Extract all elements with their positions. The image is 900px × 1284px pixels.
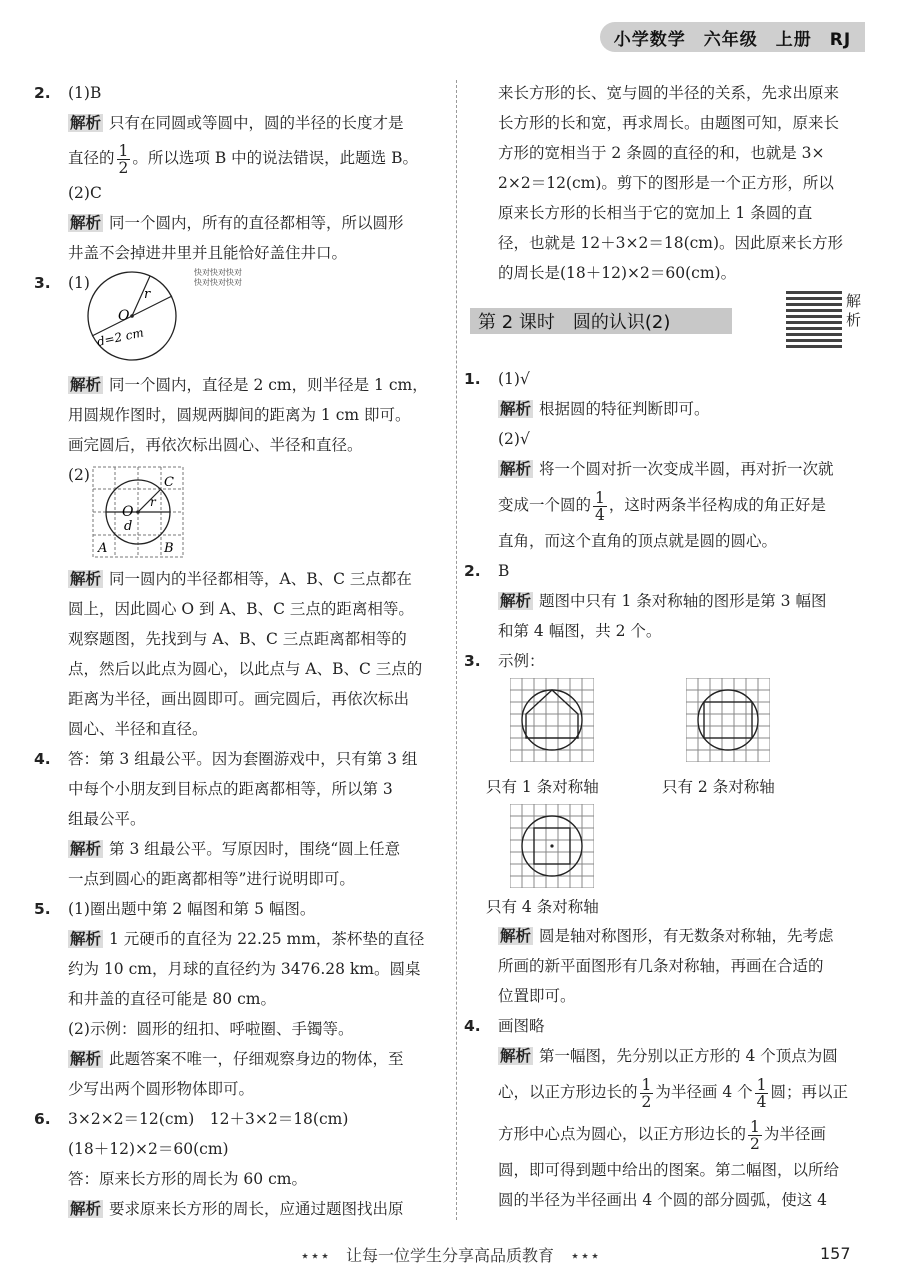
- q4-number: 4.: [34, 750, 51, 768]
- q5-2: (2)示例：圆形的纽扣、呼啦圈、手镯等。: [68, 1020, 354, 1038]
- q4-exp-b: 一点到圆心的距离都相等”进行说明即可。: [68, 870, 355, 888]
- r4-exp-c1: 方形中心点为圆心，以正方形边长的: [498, 1125, 747, 1143]
- q5-number: 5.: [34, 900, 51, 918]
- fig1-d-label: d=2 cm: [95, 325, 145, 349]
- left-column: [34, 78, 440, 1224]
- fraction-quarter: $\frac{1}{4}$: [595, 488, 605, 524]
- r1-number: 1.: [464, 370, 481, 388]
- r4-answer: 画图略: [498, 1017, 545, 1035]
- symmetry-figure-3: [510, 804, 594, 888]
- q5-exp-c: 和井盖的直径可能是 80 cm。: [68, 990, 276, 1008]
- analysis-tag: 解析: [500, 592, 532, 610]
- cont-a: 来长方形的长、宽与圆的半径的关系，先求出原来: [498, 84, 840, 102]
- r4-exp-c2: 为半径画: [763, 1125, 826, 1143]
- analysis-tag: 解析: [500, 400, 532, 418]
- q3-2-exp-f: 圆心、半径和直径。: [68, 720, 208, 738]
- q2-1-exp-b: 直径的: [68, 149, 115, 167]
- cont-e: 原来长方形的长相当于它的宽加上 1 条圆的直: [498, 204, 813, 222]
- lesson-title-bar: 第 2 课时 圆的认识(2): [470, 308, 732, 334]
- r4-item: [464, 1011, 870, 1215]
- q5-2-exp-b: 少写出两个圆形物体即可。: [68, 1080, 255, 1098]
- footer-slogan: ⋆⋆⋆ 让每一位学生分享高品质教育 ⋆⋆⋆: [299, 1246, 601, 1265]
- r4-exp-d: 圆，即可得到题中给出的图案。第二幅图，以所给: [498, 1161, 840, 1179]
- qr-label: 解析: [846, 292, 862, 329]
- q5-exp-a: 1 元硬币的直径为 22.25 mm，茶杯垫的直径: [109, 930, 425, 948]
- r4-exp-b2: 为半径画 4 个: [655, 1083, 753, 1101]
- q2-number: 2.: [34, 84, 51, 102]
- r3-explanation: [470, 921, 870, 1011]
- q4-a: 答：第 3 组最公平。因为套圈游戏中，只有第 3 组: [68, 750, 418, 768]
- q2-1-answer: (1)B: [68, 84, 102, 102]
- r3-exp-a: 圆是轴对称图形，有无数条对称轴，先考虑: [539, 927, 834, 945]
- r4-exp-b3: 圆；再以正: [770, 1083, 848, 1101]
- fig2-b-label: B: [164, 541, 174, 556]
- fraction-half-b: $\frac{1}{2}$: [641, 1075, 652, 1111]
- fig2-a-label: A: [98, 541, 108, 556]
- q3-1-exp-c: 画完圆后，再依次标出圆心、半径和直径。: [68, 436, 363, 454]
- r1-2-exp-b: 变成一个圆的: [498, 496, 592, 514]
- fraction-half-c: $\frac{1}{2}$: [750, 1117, 760, 1153]
- q2-2-exp-b: 井盖不会掉进井里并且能恰好盖住井口。: [68, 244, 348, 262]
- fraction-half: $\frac{1}{2}$: [118, 141, 129, 177]
- analysis-tag: 解析: [500, 1047, 532, 1065]
- r3-exp-b: 所画的新平面图形有几条对称轴，再画在合适的: [498, 957, 824, 975]
- r4-exp-b1: 心，以正方形边长的: [498, 1083, 638, 1101]
- symmetry-figure-2: [686, 678, 770, 762]
- analysis-tag: 解析: [70, 570, 102, 588]
- analysis-tag: 解析: [70, 114, 102, 132]
- fig2-d-label: d: [124, 519, 133, 534]
- q3-2-label: (2): [68, 466, 90, 484]
- fraction-quarter-b: $\frac{1}{4}$: [756, 1075, 767, 1111]
- q3-1-exp-b: 用圆规作图时，圆规两脚间的距离为 1 cm 即可。: [68, 406, 411, 424]
- page-number: 157: [820, 1244, 851, 1263]
- r1-1-exp: 根据圆的特征判断即可。: [539, 400, 710, 418]
- watermark-small-a: 快对快对快对: [194, 268, 242, 277]
- q2-1-exp-a: 只有在同圆或等圆中，圆的半径的长度才是: [109, 114, 404, 132]
- q6-exp-a: 要求原来长方形的周长，应通过题图找出原: [109, 1200, 404, 1218]
- cont-f: 径，也就是 12＋3×2＝18(cm)。因此原来长方形: [498, 234, 844, 252]
- r2-exp-b: 和第 4 幅图，共 2 个。: [498, 622, 662, 640]
- watermark-small-b: 快对快对快对: [194, 278, 242, 287]
- r1-2: (2)√: [498, 430, 530, 448]
- q5-2-exp-a: 此题答案不唯一，仔细观察身边的物体，至: [109, 1050, 404, 1068]
- q6-item: [34, 1104, 440, 1224]
- right-column-bottom: [464, 364, 870, 1215]
- q3-2-exp-e: 距离为半径，画出圆即可。画完圆后，再依次标出: [68, 690, 410, 708]
- analysis-tag: 解析: [500, 460, 532, 478]
- q6-a: 3×2×2＝12(cm) 12＋3×2＝18(cm): [68, 1110, 349, 1128]
- q6-c: 答：原来长方形的周长为 60 cm。: [68, 1170, 307, 1188]
- r3-example: 示例：: [498, 652, 545, 670]
- q4-c: 组最公平。: [68, 810, 146, 828]
- r4-number: 4.: [464, 1017, 481, 1035]
- column-divider: [456, 80, 457, 1220]
- r2-exp-a: 题图中只有 1 条对称轴的图形是第 3 幅图: [539, 592, 827, 610]
- r2-item: [464, 556, 870, 646]
- analysis-tag: 解析: [70, 1200, 102, 1218]
- q3-1-item: [34, 268, 440, 370]
- caption-3: 只有 4 条对称轴: [486, 898, 599, 916]
- fig2-o-label: O: [122, 504, 134, 520]
- r3-exp-c: 位置即可。: [498, 987, 576, 1005]
- q4-exp-a: 第 3 组最公平。写原因时，围绕“圆上任意: [109, 840, 401, 858]
- symmetry-figure-1: [510, 678, 594, 762]
- qr-code-icon[interactable]: [786, 290, 842, 348]
- fig1-o-label: O: [118, 308, 130, 324]
- q2-item: [34, 78, 440, 268]
- cont-b: 长方形的长和宽，再求周长。由题图可知，原来长: [498, 114, 840, 132]
- r2-answer: B: [498, 562, 510, 580]
- q3-2-exp-c: 观察题图，先找到与 A、B、C 三点距离都相等的: [68, 630, 407, 648]
- r3-item: [464, 646, 870, 891]
- r1-2-exp-d: 直角，而这个直角的顶点就是圆的圆心。: [498, 532, 778, 550]
- q3-number: 3.: [34, 274, 51, 292]
- q4-item: [34, 744, 440, 894]
- cont-d: 2×2＝12(cm)。剪下的图形是一个正方形，所以: [498, 174, 834, 192]
- caption-2: 只有 2 条对称轴: [662, 778, 775, 796]
- r1-item: [464, 364, 870, 556]
- r1-2-exp-c: ，这时两条半径构成的角正好是: [608, 496, 826, 514]
- q4-b: 中每个小朋友到目标点的距离都相等，所以第 3: [68, 780, 393, 798]
- r1-2-exp-a: 将一个圆对折一次变成半圆，再对折一次就: [539, 460, 834, 478]
- q2-1-exp-c: 。所以选项 B 中的说法错误，此题选 B。: [132, 149, 418, 167]
- q3-2-exp-a: 同一圆内的半径都相等，A、B、C 三点都在: [109, 570, 412, 588]
- q6-continued: [470, 78, 870, 288]
- q5-item: [34, 894, 440, 1104]
- r4-exp-e: 圆的半径为半径画出 4 个圆的部分圆弧，使这 4: [498, 1191, 828, 1209]
- grid-circle-figure: [92, 466, 184, 558]
- circle-diameter-figure: [84, 268, 180, 364]
- r2-number: 2.: [464, 562, 481, 580]
- analysis-tag: 解析: [70, 214, 102, 232]
- q3-2-exp-b: 圆上，因此圆心 O 到 A、B、C 三点的距离相等。: [68, 600, 414, 618]
- r4-exp-a: 第一幅图，先分别以正方形的 4 个顶点为圆: [539, 1047, 838, 1065]
- q2-2-answer: (2)C: [68, 184, 102, 202]
- book-header: 小学数学 六年级 上册 RJ: [600, 22, 865, 52]
- analysis-tag: 解析: [70, 376, 102, 394]
- analysis-tag: 解析: [500, 927, 532, 945]
- fig2-c-label: C: [164, 475, 174, 490]
- analysis-tag: 解析: [70, 840, 102, 858]
- caption-1: 只有 1 条对称轴: [486, 778, 599, 796]
- cont-c: 方形的宽相当于 2 条圆的直径的和，也就是 3×: [498, 144, 825, 162]
- r3-number: 3.: [464, 652, 481, 670]
- q2-2-exp-a: 同一个圆内，所有的直径都相等，所以圆形: [109, 214, 404, 232]
- q5-1: (1)圈出题中第 2 幅图和第 5 幅图。: [68, 900, 316, 918]
- cont-g: 的周长是(18＋12)×2＝60(cm)。: [498, 264, 737, 282]
- q3-1-exp-a: 同一个圆内，直径是 2 cm，则半径是 1 cm，: [109, 376, 428, 394]
- fig1-r-label: r: [144, 287, 151, 302]
- fig2-r-label: r: [150, 495, 156, 509]
- q3-1-label: (1): [68, 274, 90, 292]
- r1-1: (1)√: [498, 370, 530, 388]
- q3-2-item: [40, 460, 440, 564]
- analysis-tag: 解析: [70, 1050, 102, 1068]
- q6-b: (18＋12)×2＝60(cm): [68, 1140, 229, 1158]
- q3-2-explanation: [40, 564, 440, 744]
- q6-number: 6.: [34, 1110, 51, 1128]
- q5-exp-b: 约为 10 cm，月球的直径约为 3476.28 km。圆桌: [68, 960, 421, 978]
- q3-1-explanation: [40, 370, 440, 460]
- right-column-top: [470, 78, 870, 288]
- q3-2-exp-d: 点，然后以此点为圆心，以此点与 A、B、C 三点的: [68, 660, 423, 678]
- analysis-tag: 解析: [70, 930, 102, 948]
